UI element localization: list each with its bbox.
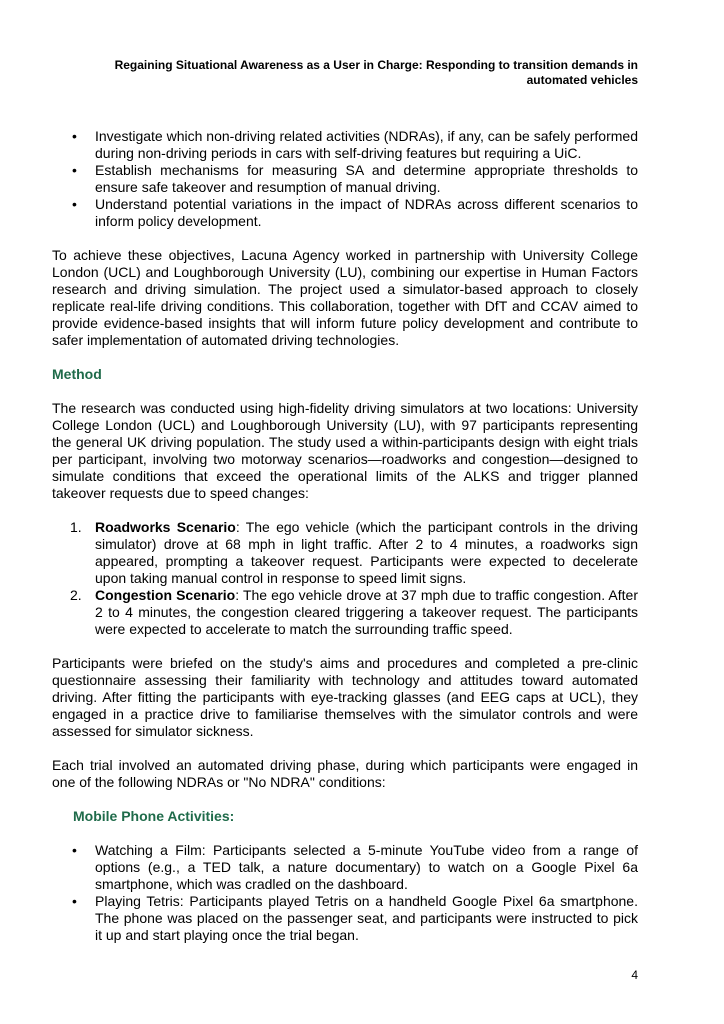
header-line-1: Regaining Situational Awareness as a User in Charge: Responding to transition demands in xyxy=(114,58,638,72)
mobile-activities-heading: Mobile Phone Activities: xyxy=(73,808,235,824)
intro-paragraph: To achieve these objectives, Lacuna Agency worked in partnership with University College London (UCL) and Loughborough University (LU), combining our expertise in Human Factors research and driving simulation. The project used a simulator-based approach to closely replicate real-life driving conditions. This collaboration, together with DfT and CCAV aimed to provide evidence-based insights that will inform future policy development and contribute to safer implementation of automated driving technologies. xyxy=(52,247,638,348)
scenario-number: 1. xyxy=(70,519,82,535)
scenario-item xyxy=(52,519,638,587)
trial-paragraph: Each trial involved an automated driving phase, during which participants were engaged in one of the following NDRAs or "No NDRA" conditions: xyxy=(52,757,638,790)
list-item: • Playing Tetris: Participants played Tetris on a handheld Google Pixel 6a smartphone. The phone was placed on the passenger seat, and participants were instructed to pick it up and start playing once the trial began. xyxy=(52,893,638,944)
scenario-number: 2. xyxy=(70,587,82,603)
running-header xyxy=(78,58,638,88)
header-line-2: automated vehicles xyxy=(526,73,638,87)
method-heading: Method xyxy=(52,366,102,382)
list-item: • Understand potential variations in the impact of NDRAs across different scenarios to inform policy development. xyxy=(52,196,638,230)
list-item: • Investigate which non-driving related activities (NDRAs), if any, can be safely performed during non-driving periods in cars with self-driving features but requiring a UiC. xyxy=(52,128,638,162)
list-item: • Establish mechanisms for measuring SA and determine appropriate thresholds to ensure safe takeover and resumption of manual driving. xyxy=(52,162,638,196)
briefing-paragraph: Participants were briefed on the study's aims and procedures and completed a pre-clinic questionnaire assessing their familiarity with technology and attitudes toward automated driving. After fitting the participants with eye-tracking glasses (and EEG caps at UCL), they engaged in a practice drive to familiarise themselves with the simulator controls and were assessed for simulator sickness. xyxy=(52,655,638,739)
scenario-title: Roadworks Scenario xyxy=(95,519,236,535)
objectives-list xyxy=(52,128,638,230)
page-number: 4 xyxy=(631,968,638,982)
list-item: • Watching a Film: Participants selected a 5-minute YouTube video from a range of options (e.g., a TED talk, a nature documentary) to watch on a Google Pixel 6a smartphone, which was cradled on the dashboard. xyxy=(52,842,638,893)
scenario-title: Congestion Scenario xyxy=(95,587,236,603)
method-paragraph: The research was conducted using high-fidelity driving simulators at two locations: University College London (UCL) and Loughborough University (LU), with 97 participants representing the general UK driving population. The study used a within-participants design with eight trials per participant, involving two motorway scenarios—roadworks and congestion—designed to simulate conditions that exceed the operational limits of the ALKS and trigger planned takeover requests due to speed changes: xyxy=(52,400,638,501)
scenario-item xyxy=(52,587,638,638)
scenario-text: : The ego vehicle drove at 37 mph due to traffic congestion. After 2 to 4 minutes, the congestion cleared triggering a takeover request. The participants were expected to accelerate to match the surrounding traffic speed. xyxy=(95,587,638,637)
scenario-list xyxy=(52,519,638,638)
scenario-text: : The ego vehicle (which the participant controls in the driving simulator) drove at 68 mph in light traffic. After 2 to 4 minutes, a roadworks sign appeared, prompting a takeover request. Participants were expected to decelerate upon taking manual control in response to speed limit signs. xyxy=(95,519,638,586)
page-body xyxy=(52,128,638,944)
mobile-activities-list xyxy=(52,842,638,944)
